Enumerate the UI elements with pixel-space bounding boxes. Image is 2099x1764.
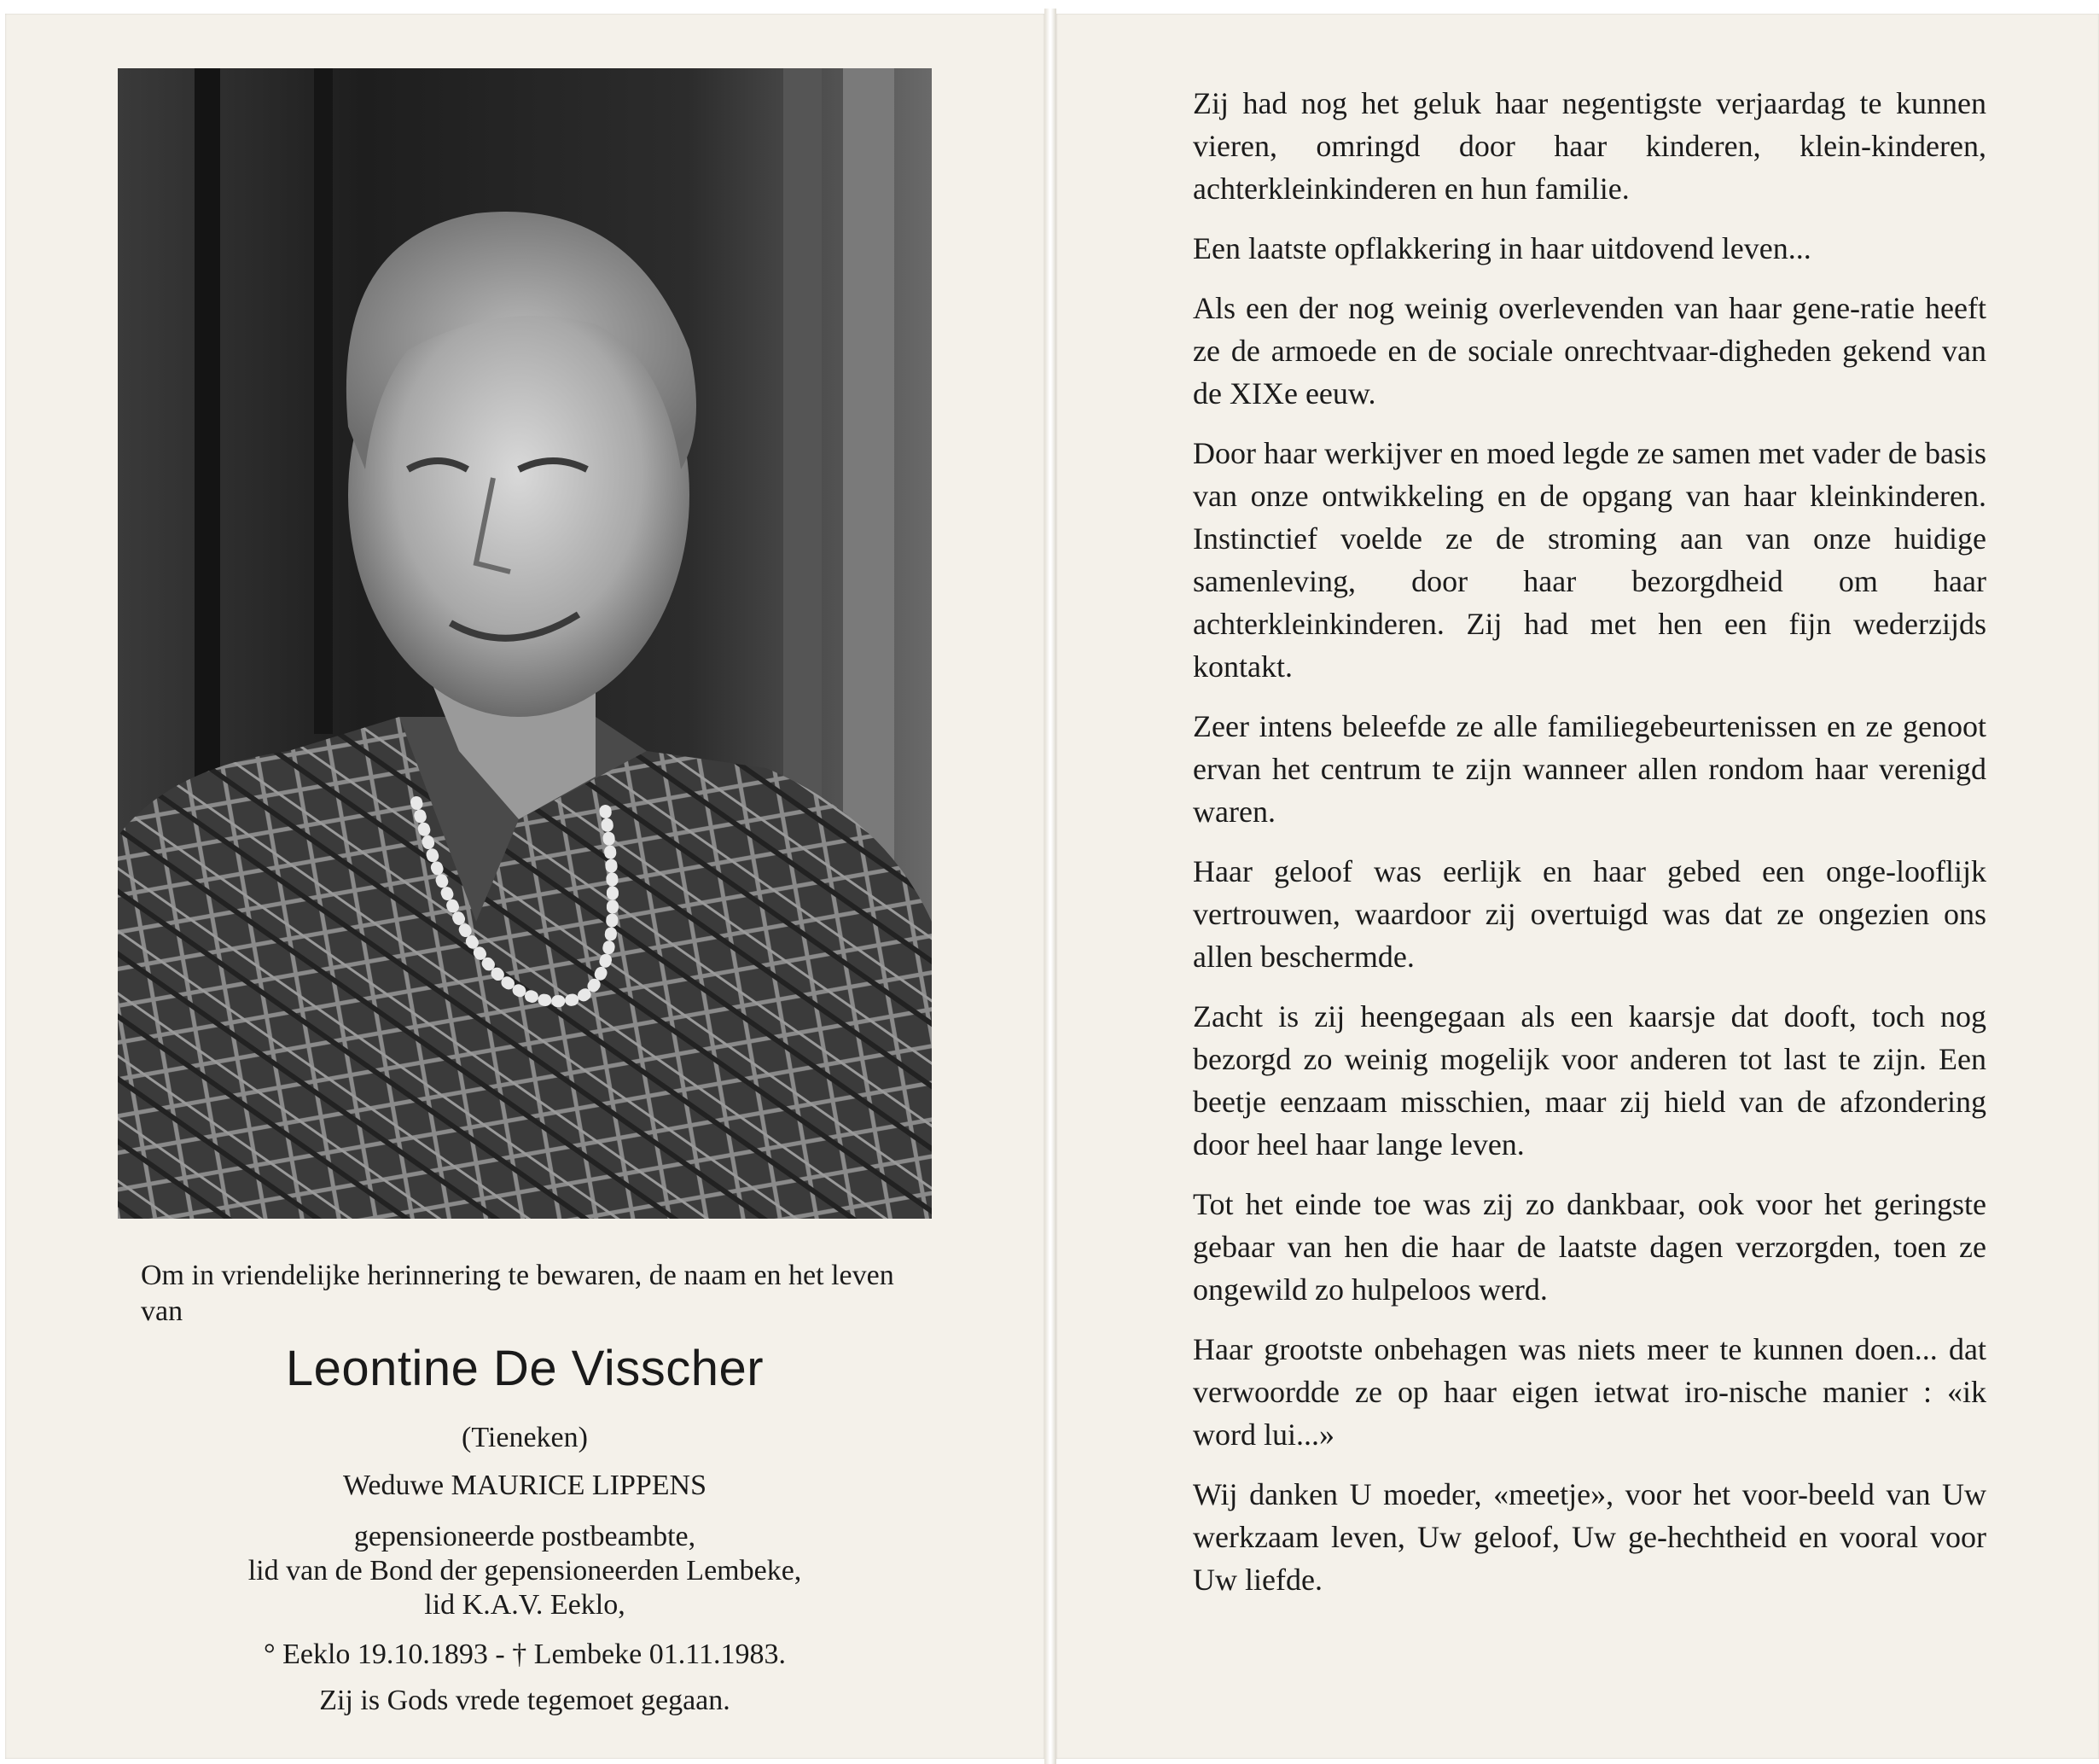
paragraph: Zij had nog het geluk haar negentigste verjaardag te kunnen vieren, omringd door haar kinderen, klein-kinderen, achterkleinkinderen en hun familie. xyxy=(1193,86,1986,206)
birth-death-dates: ° Eeklo 19.10.1893 - † Lembeke 01.11.1983. xyxy=(264,1639,786,1670)
widow-line: Weduwe MAURICE LIPPENS xyxy=(342,1470,707,1501)
closing-line: Zij is Gods vrede tegemoet gegaan. xyxy=(319,1685,730,1716)
memorial-text xyxy=(1193,82,1986,1618)
paragraph: Zacht is zij heengegaan als een kaarsje dat dooft, toch nog bezorgd zo weinig mogelijk voor anderen tot last te zijn. Een beetje eenzaam misschien, maar zij hield van de afzondering door heel haar lange leven. xyxy=(1193,999,1986,1161)
intro-text: Om in vriendelijke herinnering te bewaren, de naam en het leven van xyxy=(141,1260,894,1327)
paragraph: Door haar werkijver en moed legde ze samen met vader de basis van onze ontwikkeling en de opgang van haar kleinkinderen. Instinctief voelde ze de stroming aan van onze huidige samenleving, door haar bezorgdheid om haar achterkleinkinderen. Zij had met hen een fijn wederzijds kontakt. xyxy=(1193,436,1986,684)
nickname: (Tieneken) xyxy=(462,1422,588,1453)
paragraph: Als een der nog weinig overlevenden van haar gene-ratie heeft ze de armoede en de sociale onrechtvaar-digheden gekend van de XIXe eeuw. xyxy=(1193,291,1986,410)
paragraph: Een laatste opflakkering in haar uitdovend leven... xyxy=(1193,231,1811,265)
occupation-line-3: lid K.A.V. Eeklo, xyxy=(424,1589,625,1621)
paragraph: Wij danken U moeder, «meetje», voor het voor-beeld van Uw werkzaam leven, Uw geloof, Uw ge-hechtheid en vooral voor Uw liefde. xyxy=(1193,1477,1986,1597)
paragraph: Tot het einde toe was zij zo dankbaar, ook voor het geringste gebaar van hen die haar de laatste dagen verzorgden, toen ze ongewild zo hulpeloos werd. xyxy=(1193,1187,1986,1307)
paragraph: Zeer intens beleefde ze alle familiegebeurtenissen en ze genoot ervan het centrum te zijn wanneer allen rondom haar verenigd waren. xyxy=(1193,709,1986,829)
portrait-illustration xyxy=(118,68,932,1219)
deceased-name: Leontine De Visscher xyxy=(285,1341,765,1396)
portrait-photo xyxy=(118,68,932,1219)
paragraph: Haar geloof was eerlijk en haar gebed een onge-looflijk vertrouwen, waardoor zij overtuigd was dat ze ongezien ons allen beschermde. xyxy=(1193,854,1986,974)
occupation-line-2: lid van de Bond der gepensioneerden Lembeke, xyxy=(247,1555,802,1586)
paragraph: Haar grootste onbehagen was niets meer te kunnen doen... dat verwoordde ze op haar eigen ietwat iro-nische manier : «ik word lui...» xyxy=(1193,1332,1986,1452)
occupation-line-1: gepensioneerde postbeambte, xyxy=(353,1521,696,1552)
